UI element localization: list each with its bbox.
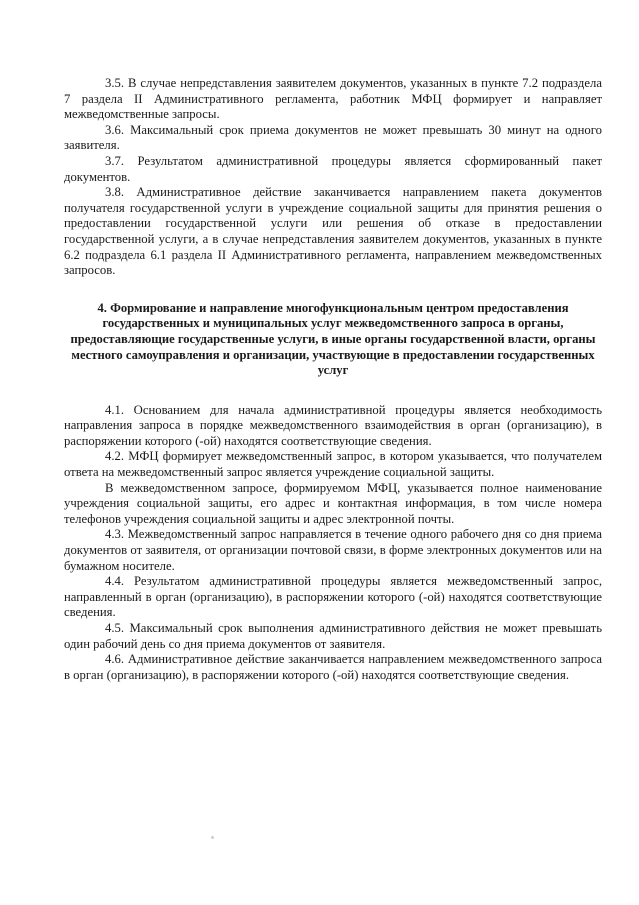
section-heading-4: 4. Формирование и направление многофункциональным центром предоставления государственных и муниципальных услуг межведомственного запроса в органы, предоставляющие государственные услуги, в иные органы государственной власти, органы местного самоуправления и организации, участвующие в предоставлении государственных услуг bbox=[70, 300, 596, 378]
paragraph-4-2: 4.2. МФЦ формирует межведомственный запрос, в котором указывается, что получателем ответа на межведомственный запрос является учреждение социальной защиты. bbox=[64, 449, 602, 480]
paragraph-3-8: 3.8. Административное действие заканчивается направлением пакета документов получателя государственной услуги в учреждение социальной защиты для принятия решения о предоставлении государственной услуги или решения об отказе в предоставлении государственной услуги, а в случае непредставления заявителем документов, указанных в пункте 6.2 подраздела 6.1 раздела II Административного регламента, направлением межведомственных запросов. bbox=[64, 185, 602, 278]
paragraph-3-6: 3.6. Максимальный срок приема документов не может превышать 30 минут на одного заявителя. bbox=[64, 122, 602, 153]
paragraph-4-1: 4.1. Основанием для начала административной процедуры является необходимость направления запроса в порядке межведомственного взаимодействия в орган (организацию), в распоряжении которого (-ой) находятся соответствующие сведения. bbox=[64, 402, 602, 448]
paragraph-4-4: 4.4. Результатом административной процедуры является межведомственный запрос, направленный в орган (организацию), в распоряжении которого (-ой) находятся соответствующие сведения. bbox=[64, 574, 602, 620]
paragraph-4-5: 4.5. Максимальный срок выполнения административного действия не может превышать один рабочий день со дня приема документов от заявителя. bbox=[64, 621, 602, 651]
paragraph-3-5: 3.5. В случае непредставления заявителем документов, указанных в пункте 7.2 подраздела 7 раздела II Административного регламента, работник МФЦ формирует и направляет межведомственные запросы. bbox=[64, 76, 602, 122]
document-page bbox=[64, 76, 602, 683]
scan-speck bbox=[211, 836, 214, 839]
paragraph-3-7: 3.7. Результатом административной процедуры является сформированный пакет документов. bbox=[64, 153, 602, 184]
paragraph-4-3: 4.3. Межведомственный запрос направляется в течение одного рабочего дня со дня приема документов от заявителя, от организации почтовой связи, в форме электронных документов или на бумажном носителе. bbox=[64, 527, 602, 573]
paragraph-4-6: 4.6. Административное действие заканчивается направлением межведомственного запроса в орган (организацию), в распоряжении которого (-ой) находятся соответствующие сведения. bbox=[64, 652, 602, 682]
paragraph-4-2-details: В межведомственном запросе, формируемом МФЦ, указывается полное наименование учреждения социальной защиты, его адрес и контактная информация, в том числе номера телефонов учреждения социальной защиты и адрес электронной почты. bbox=[64, 480, 602, 526]
